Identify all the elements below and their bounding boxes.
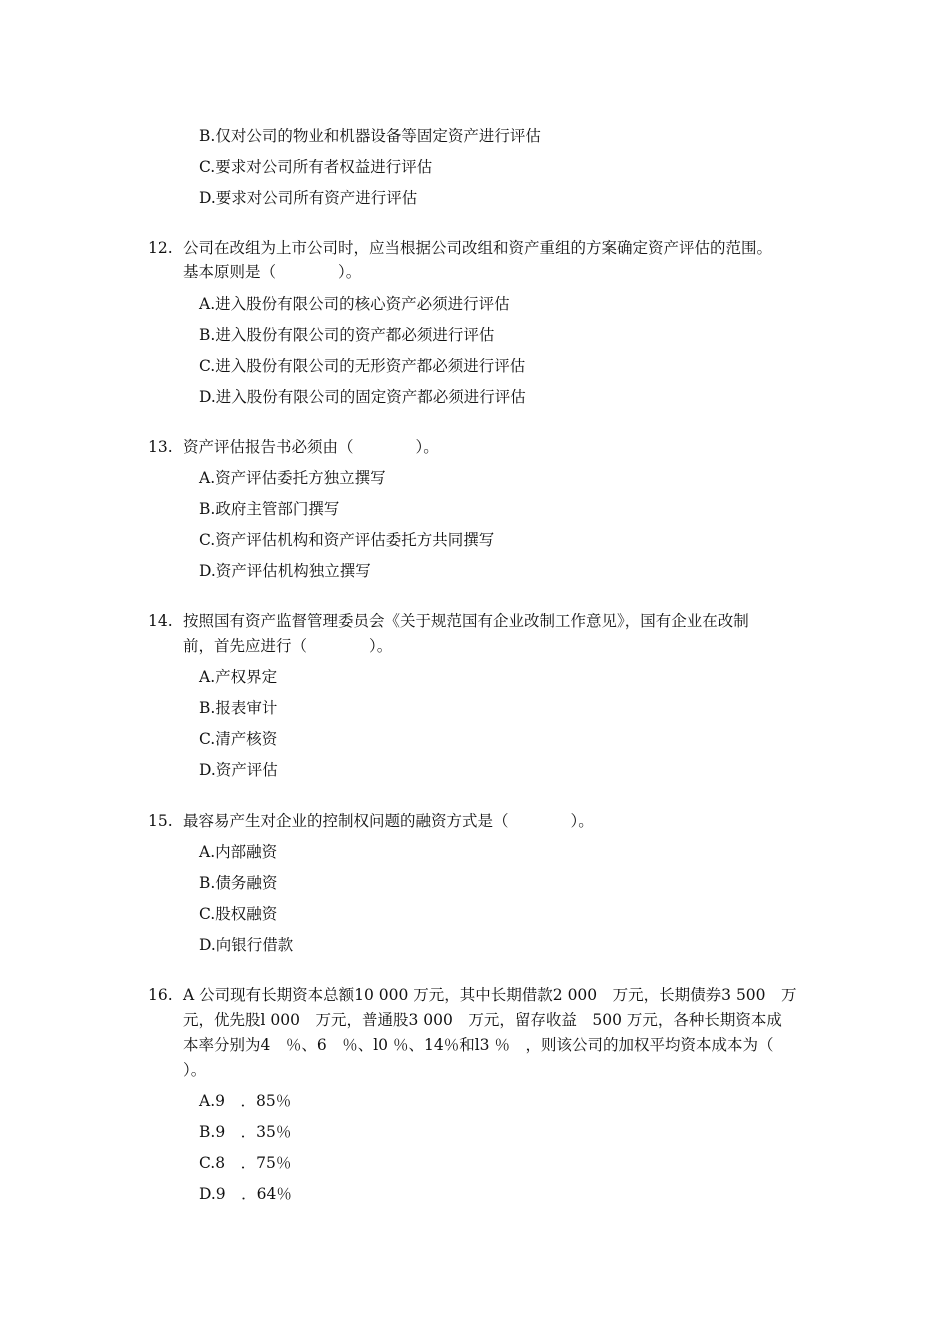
option-b: B.9 ．35％ [199,1123,292,1141]
question-text: 基本原则是（ ）。 [183,263,362,281]
option-c: C.资产评估机构和资产评估委托方共同撰写 [199,531,495,549]
question-text: 前，首先应进行（ ）。 [183,637,393,655]
option-c: C.进入股份有限公司的无形资产都必须进行评估 [199,357,526,375]
option-c: C.8 ．75％ [199,1154,292,1172]
option-a: A.进入股份有限公司的核心资产必须进行评估 [199,295,510,313]
question-text: 公司在改组为上市公司时，应当根据公司改组和资产重组的方案确定资产评估的范围。 [183,239,773,257]
option-a: A.内部融资 [199,843,278,861]
option-a: A.资产评估委托方独立撰写 [199,469,386,487]
option-b: B.报表审计 [199,699,278,717]
option-d: D.9 ．64％ [199,1185,292,1203]
question-text: 按照国有资产监督管理委员会《关于规范国有企业改制工作意见》，国有企业在改制 [183,612,749,630]
option-d: D.资产评估 [199,761,278,779]
question-number: 14. [148,612,173,630]
question-text: 资产评估报告书必须由（ ）。 [183,438,439,456]
option-d: D.要求对公司所有资产进行评估 [199,189,418,207]
option-c: C.清产核资 [199,730,278,748]
question-number: 13. [148,438,173,456]
option-d: D.进入股份有限公司的固定资产都必须进行评估 [199,388,526,406]
option-a: A.9 ．85％ [199,1092,292,1110]
question-text: 元，优先股l 000 万元，普通股3 000 万元，留存收益 500 万元，各种长期资本成 [183,1011,782,1029]
question-text: 最容易产生对企业的控制权问题的融资方式是（ ）。 [183,812,594,830]
option-c: C.要求对公司所有者权益进行评估 [199,158,433,176]
option-d: D.向银行借款 [199,936,294,954]
option-b: B.仅对公司的物业和机器设备等固定资产进行评估 [199,127,541,145]
question-number: 15. [148,812,173,830]
option-b: B.政府主管部门撰写 [199,500,340,518]
question-text: 本率分别为4 ％、6 ％、l0 ％、14％和l3 ％ ，则该公司的加权平均资本成本为（ [183,1036,774,1054]
question-text: A 公司现有长期资本总额10 000 万元，其中长期借款2 000 万元，长期债券3 500 万 [183,986,797,1004]
question-number: 12. [148,239,173,257]
option-a: A.产权界定 [199,668,278,686]
option-b: B.债务融资 [199,874,278,892]
question-text: ）。 [183,1061,207,1079]
option-d: D.资产评估机构独立撰写 [199,562,371,580]
question-number: 16. [148,986,173,1004]
option-c: C.股权融资 [199,905,278,923]
option-b: B.进入股份有限公司的资产都必须进行评估 [199,326,495,344]
